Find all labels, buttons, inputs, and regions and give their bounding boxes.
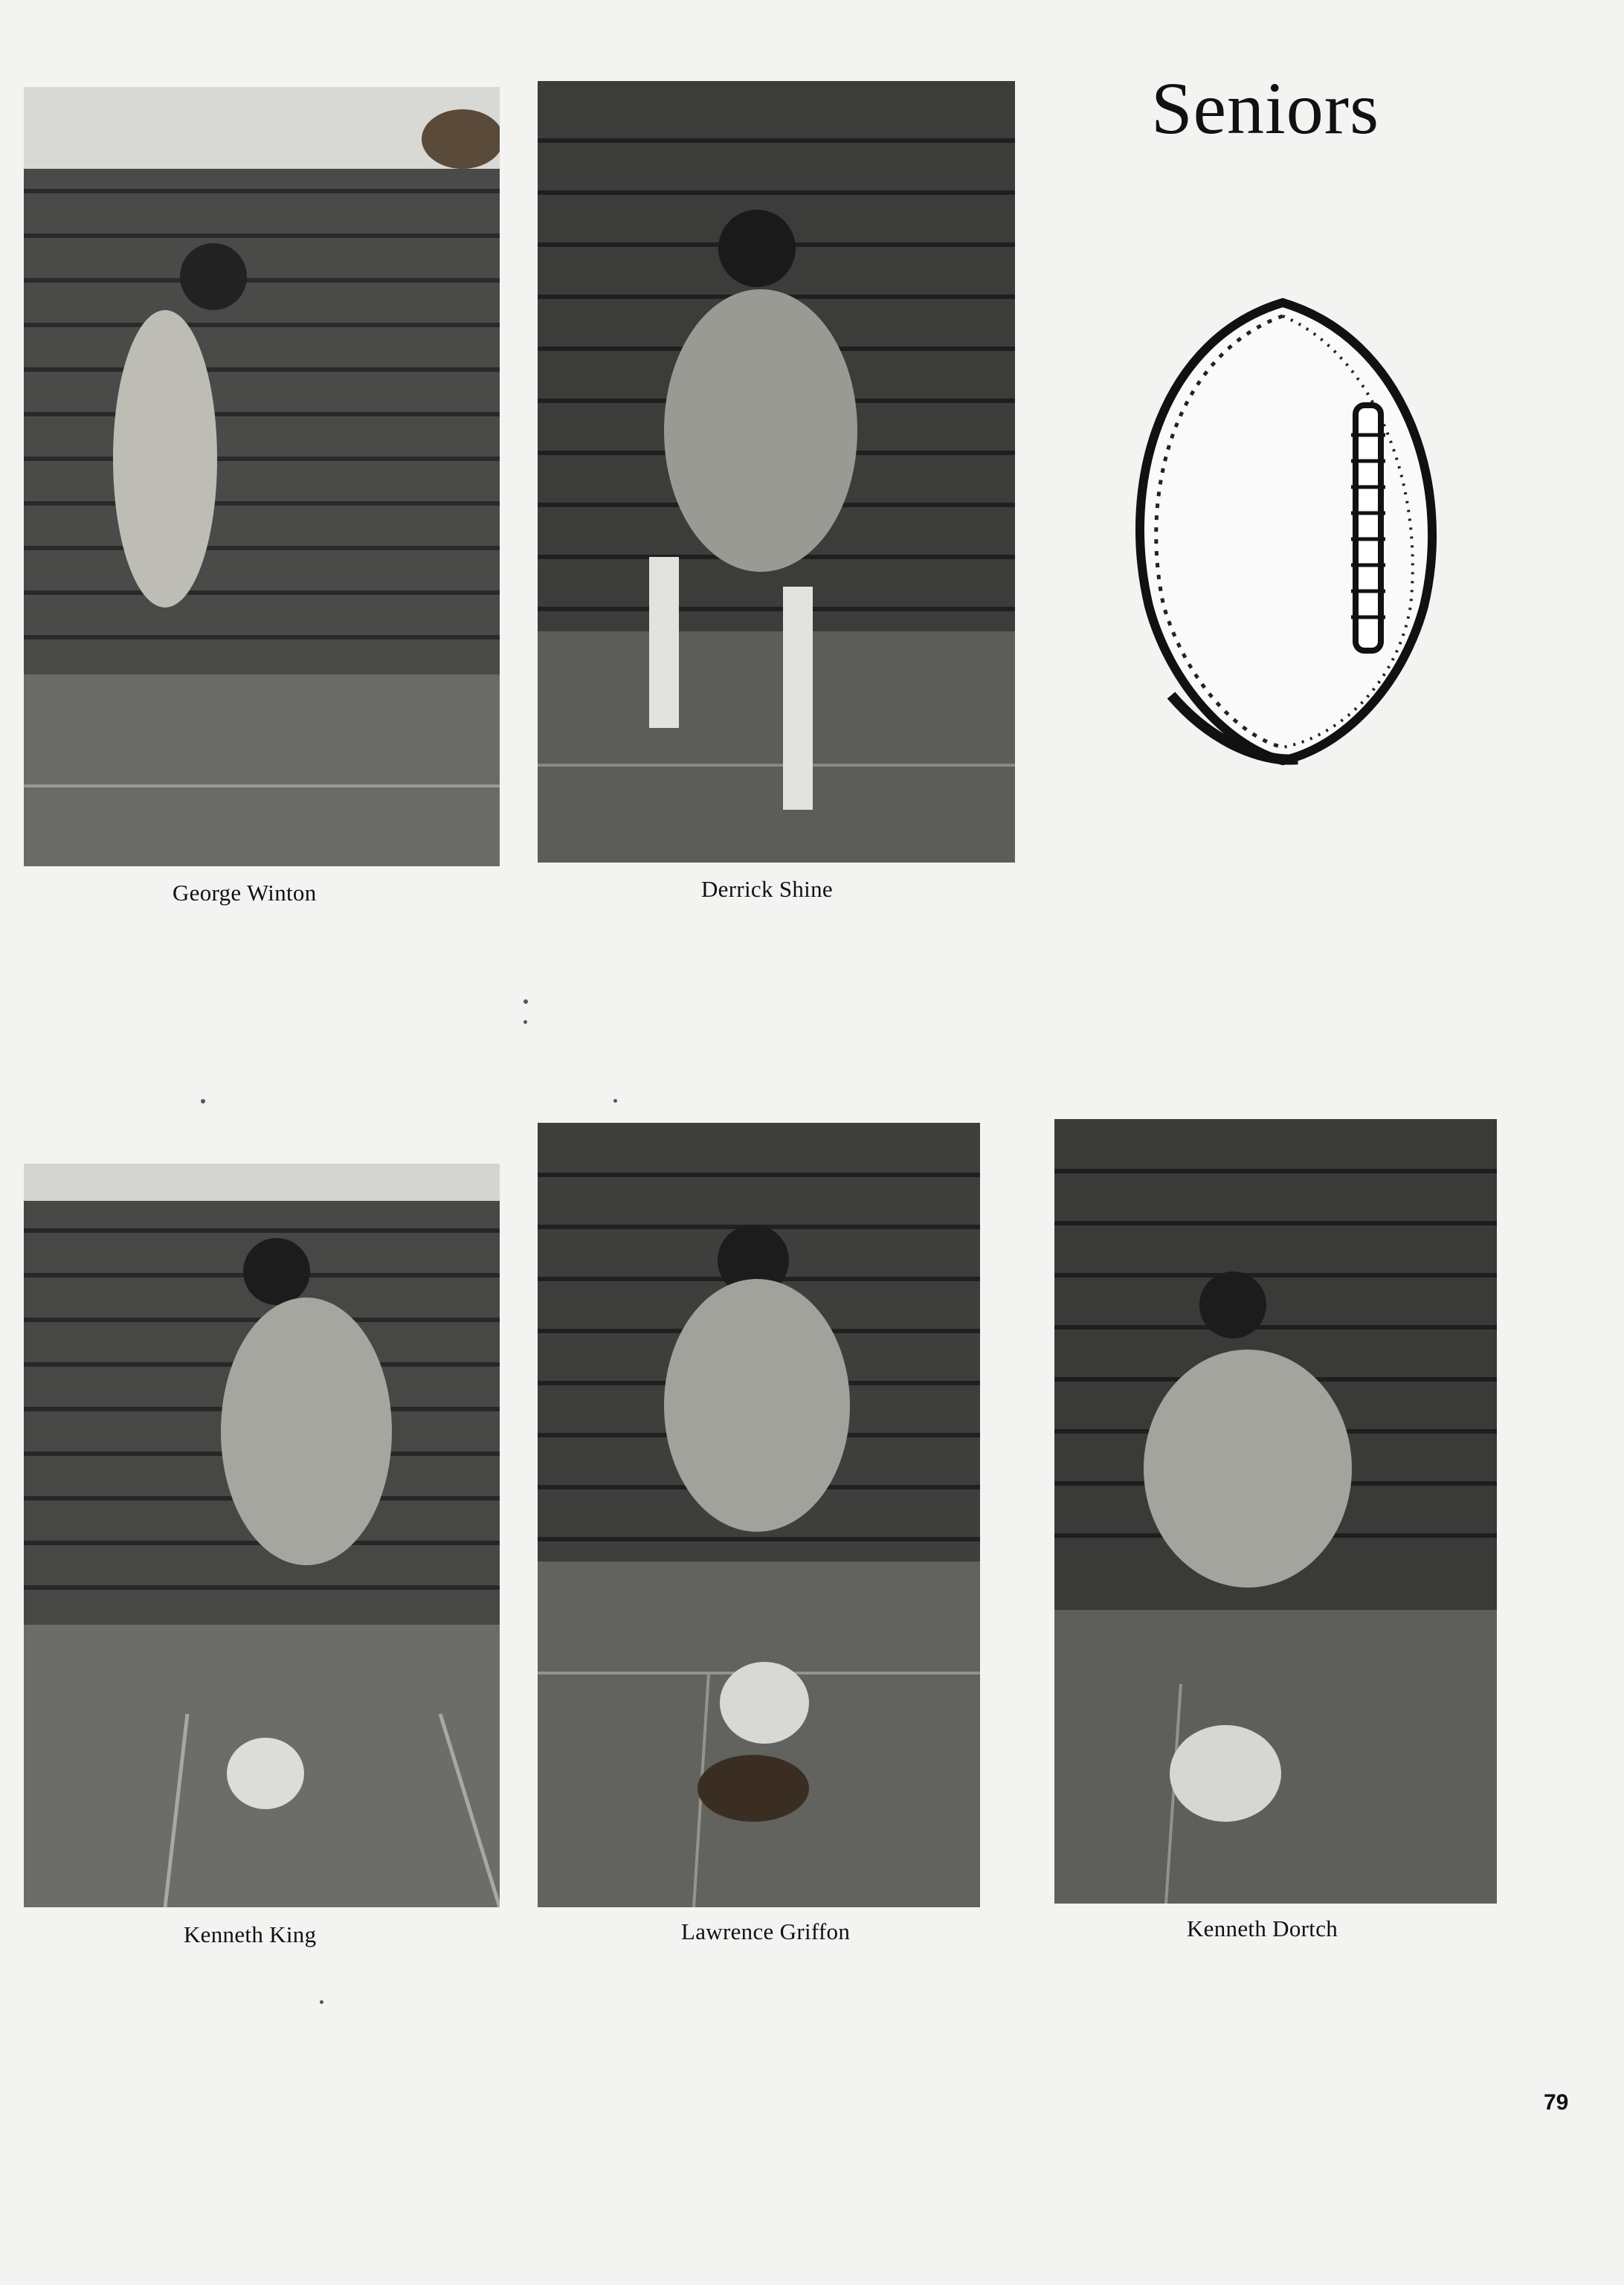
player-photo	[538, 1123, 980, 1907]
page-number: 79	[1544, 2090, 1569, 2115]
print-speck	[201, 1099, 205, 1103]
print-speck	[523, 1020, 527, 1024]
player-photo	[538, 81, 1015, 863]
player-photo	[1054, 1119, 1497, 1904]
football-icon	[1119, 294, 1446, 770]
print-speck	[320, 2000, 323, 2004]
player-name: Kenneth Dortch	[1187, 1915, 1338, 1941]
player-name: George Winton	[173, 880, 317, 906]
page-title: Seniors	[1151, 67, 1379, 149]
print-speck	[523, 999, 528, 1004]
player-name: Derrick Shine	[701, 876, 833, 902]
player-photo	[24, 87, 500, 866]
print-speck	[613, 1099, 617, 1103]
player-photo	[24, 1164, 500, 1907]
player-name: Kenneth King	[184, 1921, 317, 1947]
player-name: Lawrence Griffon	[681, 1918, 851, 1944]
